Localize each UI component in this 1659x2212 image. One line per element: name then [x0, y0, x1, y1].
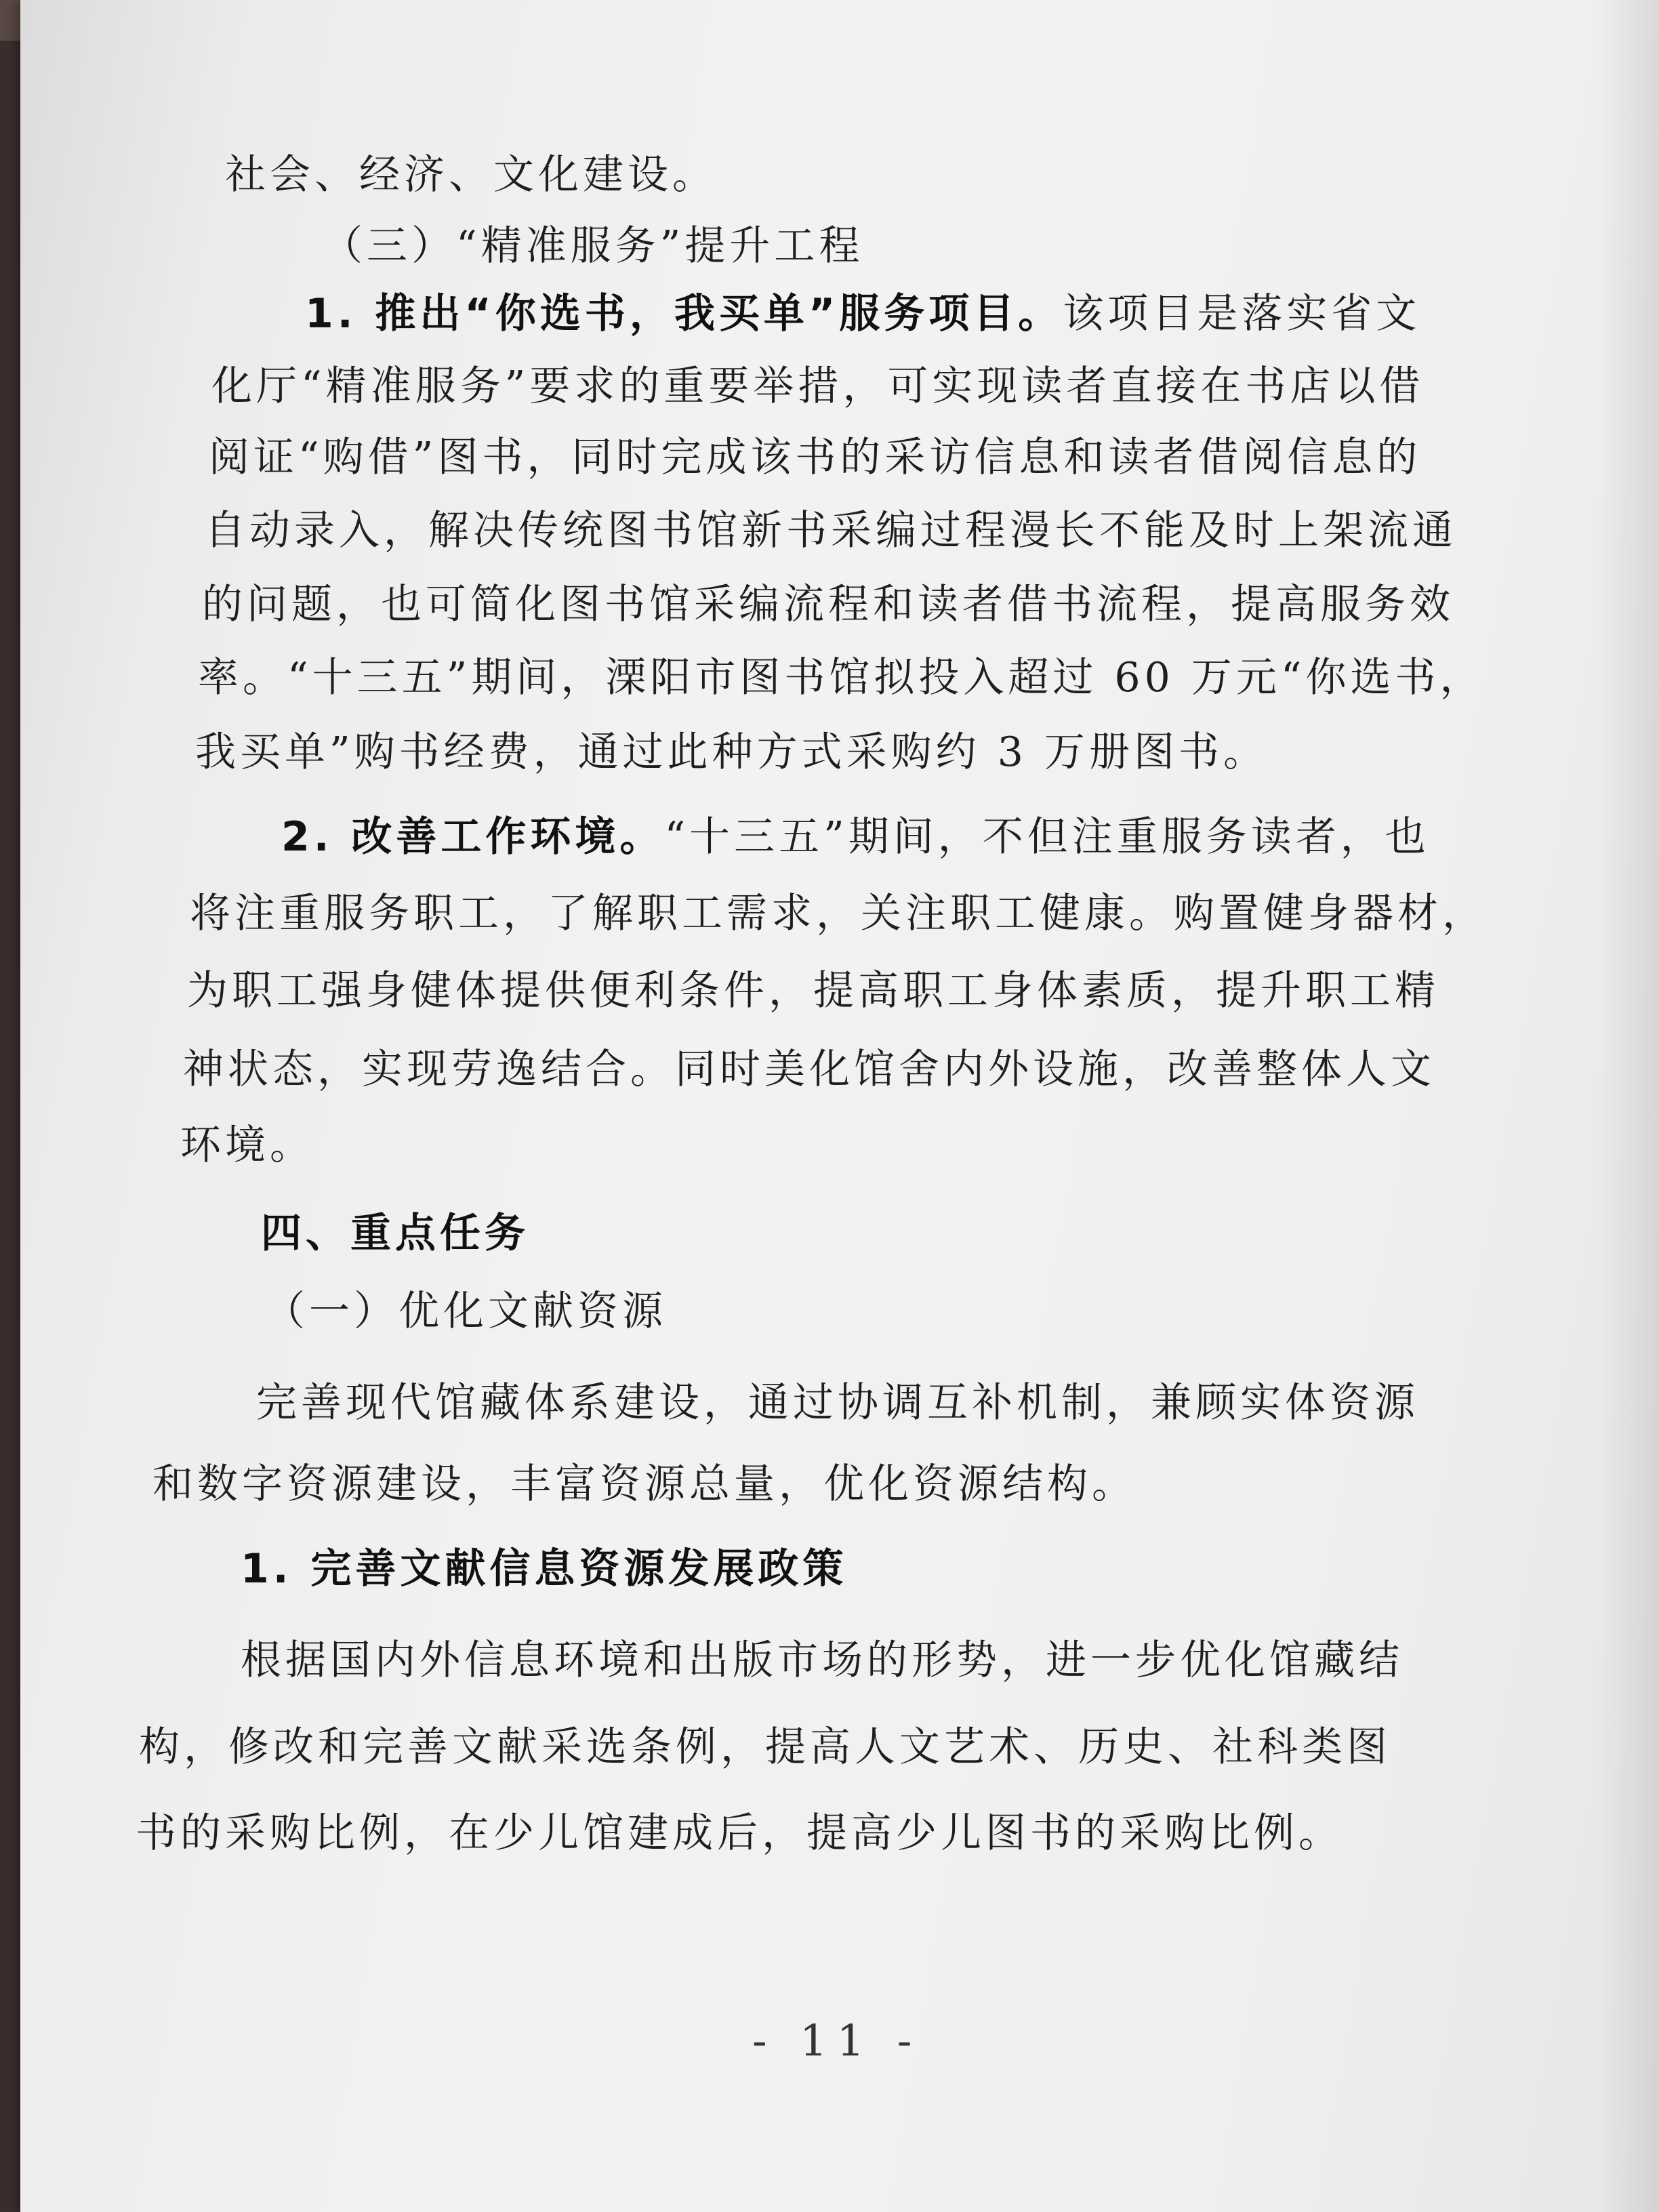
section-heading-key-tasks [261, 1210, 529, 1257]
heading-text: 四、重点任务 [261, 1210, 529, 1257]
line-text: 的问题，也可简化图书馆采编流程和读者借书流程，提高服务效 [202, 581, 1454, 628]
line-text: 为职工强身健体提供便利条件，提高职工身体素质，提升职工精 [187, 967, 1439, 1015]
text-line-8 [198, 654, 1485, 701]
text-line-10 [281, 813, 1430, 861]
text-line-1 [225, 151, 717, 199]
line-text: “十三五”期间，不但注重服务读者，也 [664, 813, 1430, 861]
subheading-precision-service [322, 222, 864, 270]
page-number: - 11 - [752, 2016, 922, 2066]
line-text: 该项目是落实省文 [1063, 290, 1421, 337]
line-text: 阅证“购借”图书，同时完成该书的采访信息和读者借阅信息的 [209, 434, 1422, 481]
line-text: 自动录入，解决传统图书馆新书采编过程漫长不能及时上架流通 [205, 507, 1457, 554]
text-line-6 [205, 507, 1457, 554]
text-line-20 [241, 1637, 1404, 1684]
line-text: 社会、经济、文化建设。 [225, 151, 717, 199]
line-text: 完善现代馆藏体系建设，通过协调互补机制，兼顾实体资源 [256, 1379, 1419, 1427]
heading-text: 1. 完善文献信息资源发展政策 [241, 1545, 848, 1593]
line-text: （三）“精准服务”提升工程 [322, 222, 864, 270]
line-text: （一）优化文献资源 [264, 1288, 667, 1335]
text-line-5 [209, 434, 1422, 481]
line-text: 化厅“精准服务”要求的重要举措，可实现读者直接在书店以借 [211, 363, 1425, 410]
line-text: 将注重服务职工，了解职工需求，关注职工健康。购置健身器材， [190, 890, 1487, 937]
line-text: 环境。 [180, 1122, 314, 1169]
document-page [20, 0, 1659, 2212]
text-line-13 [183, 1046, 1435, 1093]
item-heading: 1. 推出“你选书，我买单”服务项目。 [305, 290, 1063, 337]
text-line-22 [136, 1809, 1343, 1857]
text-line-18 [152, 1460, 1136, 1508]
line-text: 率。“十三五”期间，溧阳市图书馆拟投入超过 60 万元“你选书， [198, 654, 1485, 701]
page-edge-shadow [1598, 0, 1659, 2212]
text-line-12 [187, 967, 1439, 1015]
line-text: 根据国内外信息环境和出版市场的形势，进一步优化馆藏结 [241, 1637, 1404, 1684]
text-line-17 [256, 1379, 1419, 1427]
text-line-7 [202, 581, 1454, 628]
line-text: 书的采购比例，在少儿馆建成后，提高少儿图书的采购比例。 [136, 1809, 1343, 1857]
item-heading-policy [241, 1545, 848, 1593]
text-line-3 [305, 290, 1421, 337]
text-line-14 [180, 1122, 314, 1169]
text-line-9 [195, 729, 1268, 776]
subheading-optimize-resources [264, 1288, 667, 1335]
line-text: 构，修改和完善文献采选条例，提高人文艺术、历史、社科类图 [139, 1723, 1391, 1771]
text-line-4 [211, 363, 1425, 410]
text-line-21 [139, 1723, 1391, 1771]
item-heading: 2. 改善工作环境。 [281, 813, 665, 861]
text-line-11 [190, 890, 1487, 937]
line-text: 和数字资源建设，丰富资源总量，优化资源结构。 [152, 1460, 1136, 1508]
line-text: 神状态，实现劳逸结合。同时美化馆舍内外设施，改善整体人文 [183, 1046, 1435, 1093]
line-text: 我买单”购书经费，通过此种方式采购约 3 万册图书。 [195, 729, 1268, 776]
